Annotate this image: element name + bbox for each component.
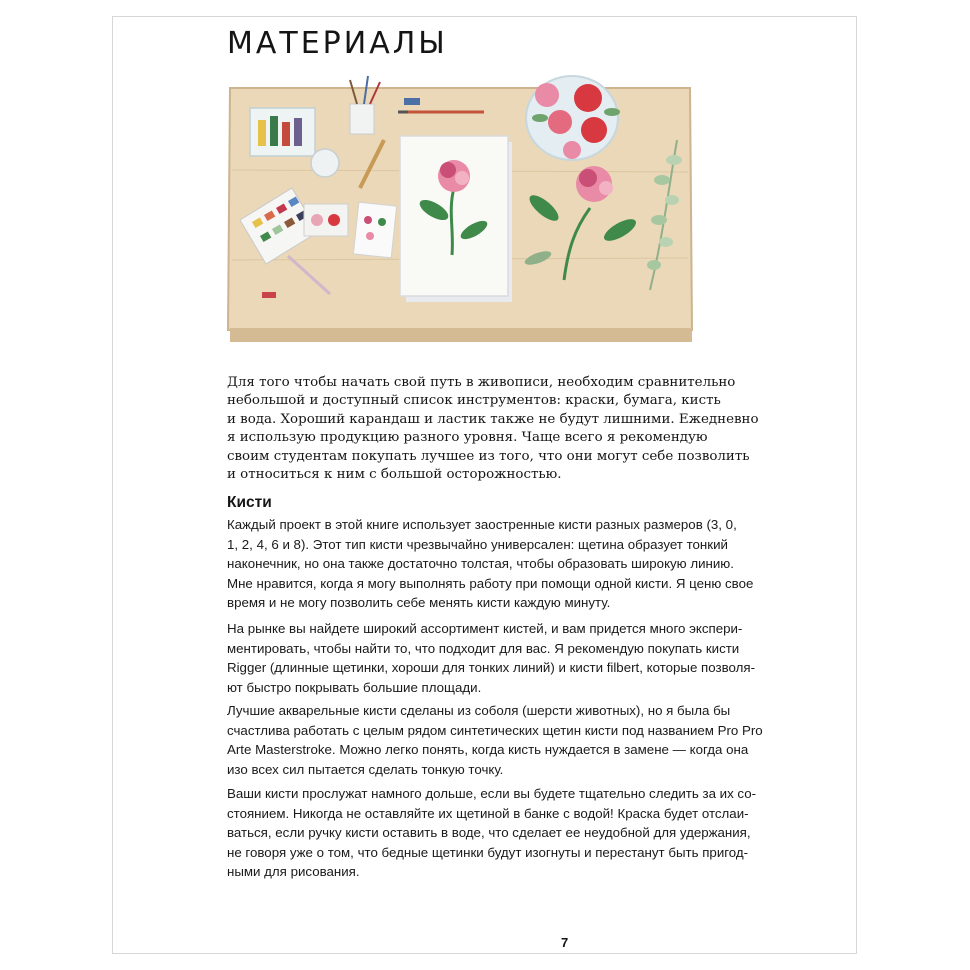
text-line: не говоря уже о том, что бедные щетинки будут изогнуты и перестанут быть пригод- (227, 844, 749, 860)
text-line: своим студентам покупать лучшее из того, что они могут себе позволить (227, 448, 750, 464)
text-line: небольшой и доступный список инструментов: краски, бумага, кисть (227, 393, 721, 409)
rose-bowl (526, 76, 620, 160)
text-line: Для того чтобы начать свой путь в живописи, необходим сравнительно (227, 375, 736, 390)
brushes-paragraph-4 (227, 784, 756, 882)
text-line: ваться, если ручку кисти оставить в воде, что сделает ее неудобной для удержания, (227, 825, 751, 840)
brushes-paragraph-1 (227, 515, 753, 613)
text-line: счастлива работать с целым рядом синтетических щетин кисти под названием Pro Pro (227, 722, 763, 738)
text-line: На рынке вы найдете широкий ассортимент кистей, и вам придется много экспери- (227, 621, 743, 636)
text-line: Мне нравится, когда я могу выполнять работу при помощи одной кисти. Я ценю свое (227, 575, 754, 591)
text-line: ными для рисования. (227, 864, 360, 879)
brushes-paragraph-2 (227, 619, 755, 697)
text-line: я использую продукцию разного уровня. Чаще всего я рекомендую (227, 430, 708, 446)
intro-paragraph (227, 374, 787, 484)
page-title: МАТЕРИАЛЫ (227, 26, 448, 61)
section-heading-brushes: Кисти (227, 494, 272, 511)
text-line: стоянием. Никогда не оставляйте их щетиной в банке с водой! Краска будет отслаи- (227, 805, 749, 821)
text-line: ментировать, чтобы найти то, что подходит для вас. Я рекомендую покупать кисти (227, 640, 740, 656)
text-line: время и не могу позволить себе менять кисти каждую минуту. (227, 595, 611, 610)
text-line: 1, 2, 4, 6 и 8). Этот тип кисти чрезвычайно универсален: щетина образует тонкий (227, 536, 728, 552)
text-line: и вода. Хороший карандаш и ластик также не будут лишними. Ежедневно (227, 411, 759, 427)
text-line: Arte Masterstroke. Можно легко понять, когда кисть нуждается в замене — когда она (227, 742, 749, 757)
page-number: 7 (561, 935, 569, 950)
text-line: Каждый проект в этой книге использует заостренные кисти разных размеров (3, 0, (227, 517, 737, 532)
text-line: Ваши кисти прослужат намного дольше, если вы будете тщательно следить за их со- (227, 786, 757, 801)
text-line: изо всех сил пытается сделать тонкую точку. (227, 761, 504, 777)
watercolor-materials-illustration (222, 60, 712, 350)
text-line: и относиться к ним с большой осторожностью. (227, 467, 562, 483)
sketch-pad (400, 136, 512, 302)
text-line: ют быстро покрывать большие площади. (227, 679, 482, 695)
text-line: Rigger (длинные щетинки, хороши для тонких линий) и кисти filbert, которые позволя- (227, 660, 755, 675)
paint-tube-cup (250, 108, 315, 156)
brushes-paragraph-3 (227, 701, 763, 779)
text-line: наконечник, но она также достаточно толстая, чтобы образовать широкую линию. (227, 556, 734, 571)
text-line: Лучшие акварельные кисти сделаны из соболя (шерсти животных), но я была бы (227, 703, 731, 718)
